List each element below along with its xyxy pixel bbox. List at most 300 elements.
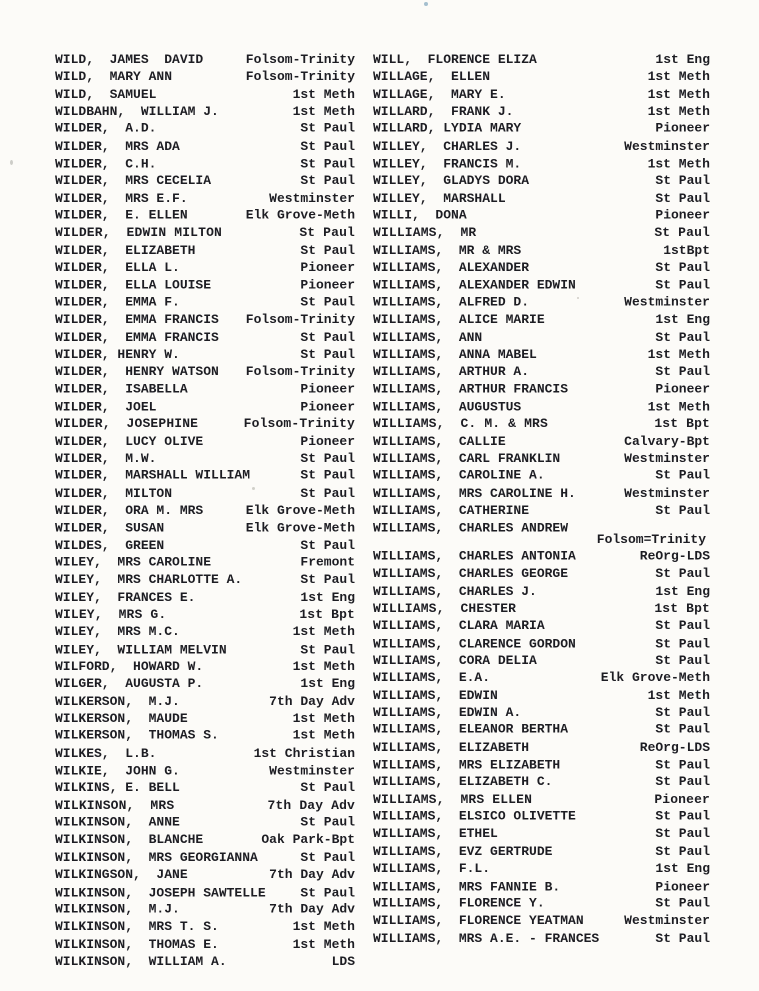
person-name: WILLIAMS, ELIZABETH [373, 739, 530, 755]
person-name: WILLIAMS, E.A. [373, 670, 491, 686]
person-name: WILLAGE, ELLEN [373, 69, 491, 85]
list-item [373, 363, 710, 380]
list-item [373, 825, 710, 842]
church-name: 1stBpt [663, 242, 710, 258]
church-name: St Paul [655, 467, 710, 483]
list-item [55, 884, 355, 901]
list-item [373, 617, 710, 634]
person-name: WILLIAMS, MRS ELIZABETH [373, 757, 561, 773]
list-item [55, 346, 355, 363]
list-item [373, 669, 710, 686]
list-item [55, 467, 355, 484]
church-name: St Paul [300, 849, 355, 865]
church-name: 1st Meth [647, 104, 710, 120]
church-name: St Paul [655, 757, 710, 773]
church-name: Oak Park-Bpt [261, 832, 355, 848]
list-item [55, 641, 355, 658]
list-item [373, 652, 710, 669]
person-name: WILLAGE, MARY E. [373, 86, 506, 102]
list-item [373, 51, 710, 68]
church-name: 1st Meth [292, 624, 355, 640]
list-item [55, 68, 355, 85]
list-item [55, 380, 355, 397]
list-item [373, 808, 710, 825]
list-item [55, 415, 355, 432]
church-name: St Paul [300, 329, 355, 345]
person-name: WILLIAMS, MRS CAROLINE H. [373, 485, 576, 501]
church-name: 1st Meth [292, 727, 355, 743]
list-item [373, 380, 710, 397]
person-name: WILDBAHN, WILLIAM J. [55, 104, 219, 120]
person-name: WILLIAMS, CARL FRANKLIN [373, 450, 561, 466]
person-name: WILLIAMS, CHESTER [373, 601, 517, 616]
church-name: St Paul [655, 721, 710, 737]
church-name: Westminster [624, 485, 710, 501]
list-item [373, 138, 710, 155]
person-name: WILKINSON, M.J. [55, 901, 180, 917]
list-item [55, 658, 355, 675]
church-name: Fremont [300, 554, 355, 570]
church-name: St Paul [655, 843, 710, 859]
person-name: WILKINSON, WILLIAM A. [55, 953, 227, 969]
list-item [55, 553, 355, 570]
church-name: St Paul [300, 642, 355, 658]
person-name: WILLEY, FRANCIS M. [373, 156, 522, 172]
church-name: Pioneer [300, 433, 355, 449]
list-item [55, 277, 355, 294]
church-name: Pioneer [655, 879, 710, 895]
person-name: WILLIAMS, MRS FANNIE B. [373, 879, 561, 895]
church-name: St Paul [300, 138, 355, 154]
church-name: Folsom-Trinity [245, 312, 355, 328]
list-item [373, 547, 710, 564]
church-name: 1st Bpt [654, 601, 710, 616]
list-item [55, 745, 355, 762]
list-item [373, 791, 710, 808]
church-name: Westminster [624, 294, 710, 310]
person-name: WILD, SAMUEL [55, 86, 157, 102]
list-item [55, 900, 355, 917]
person-name: WILKERSON, MAUDE [55, 711, 188, 727]
person-name: WILDER, MILTON [55, 485, 173, 501]
church-name: Pioneer [300, 278, 355, 294]
person-name: WILDER, JOEL [55, 399, 157, 415]
church-name: 7th Day Adv [269, 693, 355, 709]
list-item [55, 779, 355, 796]
person-name: WILDES, GREEN [55, 537, 165, 553]
person-name: WILKIE, JOHN G. [55, 763, 180, 779]
person-name: WILLARD, LYDIA MARY [373, 120, 522, 136]
person-name: WILGER, AUGUSTA P. [55, 676, 204, 692]
person-name: WILDER, MRS ADA [55, 138, 180, 154]
list-item [55, 953, 355, 970]
list-item [55, 866, 355, 883]
person-name: WILL, FLORENCE ELIZA [373, 52, 537, 67]
list-item [373, 878, 710, 895]
list-item [373, 329, 710, 346]
church-name: St Paul [300, 780, 355, 796]
list-item [55, 485, 355, 502]
list-item [373, 86, 710, 103]
list-item [373, 773, 710, 790]
list-item [373, 912, 710, 929]
list-item [373, 600, 710, 617]
name-index-column-left [55, 51, 355, 970]
list-item [55, 589, 355, 606]
person-name: WILLEY, GLADYS DORA [373, 173, 530, 189]
list-item [55, 138, 355, 155]
person-name: WILKINSON, BLANCHE [55, 832, 204, 848]
list-item [373, 206, 710, 223]
church-name: Westminster [269, 190, 355, 206]
list-item [373, 311, 710, 328]
person-name: WILLIAMS, ETHEL [373, 826, 498, 842]
church-name: St Paul [655, 826, 710, 842]
person-name: WILLIAMS, CLARA MARIA [373, 618, 545, 634]
person-name: WILLIAMS, CHARLES ANDREW [373, 520, 569, 536]
person-name: WILD, JAMES DAVID [55, 52, 204, 67]
person-name: WILLIAMS, C. M. & MRS [373, 416, 548, 432]
list-item [373, 635, 710, 652]
person-name: WILKINSON, MRS GEORGIANNA [55, 849, 258, 865]
list-item [55, 259, 355, 276]
list-item [55, 329, 355, 346]
church-name: Elk Grove-Meth [245, 502, 355, 518]
church-name: 1st Meth [647, 687, 710, 703]
church-name: St Paul [655, 260, 710, 276]
church-name: 7th Day Adv [269, 901, 355, 917]
church-name: St Paul [300, 885, 355, 901]
church-name: St Paul [655, 705, 710, 721]
scan-speck [10, 160, 13, 165]
church-name: Folsom-Trinity [245, 69, 355, 85]
list-item [373, 520, 710, 537]
church-name: 1st Meth [292, 919, 355, 935]
person-name: WILKERSON, M.J. [55, 693, 180, 709]
church-name: St Paul [300, 294, 355, 310]
list-item [373, 930, 710, 947]
church-name: 1st Christian [253, 745, 355, 761]
church-name: St Paul [300, 242, 355, 258]
list-item [55, 293, 355, 310]
list-item [373, 120, 710, 137]
scan-speck [424, 2, 428, 6]
church-name: Pioneer [655, 120, 710, 136]
church-name: Pioneer [655, 380, 710, 396]
church-name: 1st Meth [647, 346, 710, 362]
list-item [55, 311, 355, 328]
list-item [373, 293, 710, 310]
person-name: WILLIAMS, CLARENCE GORDON [373, 636, 576, 652]
person-name: WILLIAMS, ALEXANDER [373, 260, 530, 276]
list-item [373, 843, 710, 860]
church-name: St Paul [655, 566, 710, 582]
person-name: WILDER, ELLA L. [55, 260, 180, 276]
person-name: WILDER, MRS CECELIA [55, 173, 212, 189]
church-name: St Paul [300, 450, 355, 466]
list-item [55, 172, 355, 189]
church-name: Folsom-Trinity [245, 364, 355, 380]
person-name: WILKES, L.B. [55, 745, 157, 761]
list-item [373, 398, 710, 415]
list-item [55, 206, 355, 223]
list-item [55, 797, 355, 814]
person-name: WILDER, EMMA FRANCIS [55, 312, 219, 328]
person-name: WILKERSON, THOMAS S. [55, 727, 219, 743]
list-item [373, 277, 710, 294]
list-item [55, 606, 355, 623]
person-name: WILLIAMS, MR & MRS [373, 242, 522, 258]
list-item [55, 224, 355, 241]
church-name: St Paul [655, 895, 710, 911]
church-name: St Paul [299, 225, 355, 241]
church-name: St Paul [655, 329, 710, 345]
church-name: Elk Grove-Meth [600, 670, 710, 686]
list-item [55, 242, 355, 259]
list-item [55, 103, 355, 120]
church-name: St Paul [300, 173, 355, 189]
list-item [373, 860, 710, 877]
church-name: St Paul [300, 156, 355, 172]
church-name: St Paul [300, 572, 355, 588]
list-item [373, 565, 710, 582]
list-item [373, 583, 710, 600]
list-item [55, 520, 355, 537]
person-name: WILLIAMS, CHARLES GEORGE [373, 566, 569, 582]
church-name: Westminster [624, 450, 710, 466]
list-item [55, 190, 355, 207]
list-item [373, 502, 710, 519]
person-name: WILLIAMS, ARTHUR FRANCIS [373, 380, 569, 396]
church-name: St Paul [655, 636, 710, 652]
person-name: WILLIAMS, AUGUSTUS [373, 399, 522, 415]
list-item [55, 831, 355, 848]
person-name: WILLIAMS, ALFRED D. [373, 294, 530, 310]
person-name: WILKINS, E. BELL [55, 780, 180, 796]
church-name: St Paul [655, 278, 710, 294]
church-name: Elk Grove-Meth [245, 207, 355, 223]
church-name: Pioneer [655, 207, 710, 223]
church-name: 1st Meth [292, 711, 355, 727]
church-name: Pioneer [654, 791, 710, 807]
person-name: WILDER, JOSEPHINE [55, 416, 199, 432]
list-item [373, 757, 710, 774]
church-name: 1st Eng [300, 676, 355, 692]
church-name-wrapped: Folsom=Trinity [596, 531, 706, 547]
list-item [373, 894, 710, 911]
list-item [55, 450, 355, 467]
church-name: 1st Eng [655, 52, 710, 67]
person-name: WILDER, E. ELLEN [55, 207, 188, 223]
person-name: WILKINSON, JOSEPH SAWTELLE [55, 885, 266, 901]
person-name: WILLI, DONA [373, 207, 467, 223]
person-name: WILLIAMS, ALEXANDER EDWIN [373, 278, 576, 294]
list-item [373, 224, 710, 241]
person-name: WILLIAMS, ELIZABETH C. [373, 774, 553, 790]
person-name: WILDER, EMMA FRANCIS [55, 329, 219, 345]
person-name: WILLIAMS, EDWIN A. [373, 705, 522, 721]
list-item [55, 51, 355, 68]
person-name: WILDER, EDWIN MILTON [55, 225, 222, 241]
list-item [373, 687, 710, 704]
list-item [373, 721, 710, 738]
person-name: WILEY, MRS CAROLINE [55, 554, 212, 570]
church-name: Calvary-Bpt [624, 433, 710, 449]
church-name: Folsom-Trinity [245, 52, 355, 67]
church-name: St Paul [655, 653, 710, 669]
name-index-column-right [373, 51, 710, 947]
church-name: St Paul [655, 364, 710, 380]
church-name: 1st Meth [647, 399, 710, 415]
list-item [55, 710, 355, 727]
person-name: WILDER, ORA M. MRS [55, 502, 204, 518]
list-item [55, 623, 355, 640]
person-name: WILFORD, HOWARD W. [55, 659, 204, 675]
person-name: WILLIAMS, CHARLES ANTONIA [373, 548, 576, 564]
person-name: WILLIAMS, MRS A.E. - FRANCES [373, 930, 600, 946]
church-name: 1st Bpt [299, 607, 355, 622]
church-name: 7th Day Adv [267, 797, 355, 813]
person-name: WILLIAMS, ELSICO OLIVETTE [373, 808, 576, 824]
person-name: WILLARD, FRANK J. [373, 104, 514, 120]
person-name: WILKINSON, ANNE [55, 814, 180, 830]
person-name: WILDER, HENRY W. [55, 346, 180, 362]
list-item [55, 763, 355, 780]
person-name: WILKINSON, MRS [55, 797, 175, 813]
person-name: WILDER, ELIZABETH [55, 242, 196, 258]
church-name: St Paul [300, 485, 355, 501]
list-item [373, 190, 710, 207]
person-name: WILLIAMS, CHARLES J. [373, 583, 537, 599]
church-name: St Paul [300, 814, 355, 830]
church-name: Elk Grove-Meth [245, 520, 355, 536]
list-item [373, 156, 710, 173]
list-item [55, 537, 355, 554]
list-item [373, 433, 710, 450]
church-name: 1st Meth [292, 104, 355, 120]
list-item [55, 918, 355, 935]
church-name: Westminster [624, 138, 710, 154]
list-item [55, 120, 355, 137]
church-name: 1st Bpt [654, 416, 710, 432]
list-item [55, 814, 355, 831]
list-item [373, 68, 710, 85]
list-item [55, 727, 355, 744]
list-item [373, 242, 710, 259]
church-name: St Paul [655, 930, 710, 946]
person-name: WILDER, EMMA F. [55, 294, 180, 310]
list-item [55, 363, 355, 380]
person-name: WILLIAMS, ELEANOR BERTHA [373, 721, 569, 737]
person-name: WILLIAMS, EVZ GERTRUDE [373, 843, 553, 859]
church-name: St Paul [300, 537, 355, 553]
church-name: 1st Meth [292, 86, 355, 102]
church-name: 1st Meth [647, 86, 710, 102]
list-item [373, 739, 710, 756]
list-item [373, 485, 710, 502]
list-item [373, 103, 710, 120]
person-name: WILLIAMS, F.L. [373, 861, 491, 877]
person-name: WILLIAMS, MR [373, 225, 477, 241]
list-item [55, 571, 355, 588]
church-name: 1st Meth [292, 659, 355, 675]
church-name: ReOrg-LDS [639, 739, 710, 755]
person-name: WILDER, MRS E.F. [55, 190, 188, 206]
church-name: St Paul [655, 502, 710, 518]
person-name: WILLIAMS, ANN [373, 329, 483, 345]
list-item [373, 450, 710, 467]
church-name: St Paul [655, 173, 710, 189]
person-name: WILEY, MRS M.C. [55, 624, 180, 640]
person-name: WILLIAMS, CORA DELIA [373, 653, 537, 669]
list-item [373, 467, 710, 484]
person-name: WILDER, C.H. [55, 156, 157, 172]
church-name: 1st Meth [292, 936, 355, 952]
person-name: WILLIAMS, FLORENCE YEATMAN [373, 913, 584, 929]
list-item [55, 433, 355, 450]
church-name: 1st Eng [655, 312, 710, 328]
person-name: WILDER, LUCY OLIVE [55, 433, 204, 449]
person-name: WILLIAMS, ALICE MARIE [373, 312, 545, 328]
list-item [373, 704, 710, 721]
church-name: Pioneer [300, 380, 355, 396]
person-name: WILLIAMS, ANNA MABEL [373, 346, 537, 362]
person-name: WILDER, A.D. [55, 120, 157, 136]
person-name: WILDER, SUSAN [55, 520, 165, 536]
person-name: WILEY, FRANCES E. [55, 589, 196, 605]
church-name: 1st Eng [300, 589, 355, 605]
list-item [373, 259, 710, 276]
list-item [55, 693, 355, 710]
person-name: WILLIAMS, CAROLINE A. [373, 467, 545, 483]
person-name: WILKINGSON, JANE [55, 867, 188, 883]
list-item [373, 172, 710, 189]
church-name: ReOrg-LDS [639, 548, 710, 564]
list-item [55, 936, 355, 953]
church-name: 7th Day Adv [269, 867, 355, 883]
church-name: Westminster [624, 913, 710, 929]
church-name: St Paul [655, 808, 710, 824]
church-name: St Paul [655, 618, 710, 634]
person-name: WILEY, WILLIAM MELVIN [55, 642, 227, 658]
person-name: WILKINSON, THOMAS E. [55, 936, 219, 952]
list-item [373, 415, 710, 432]
church-name: Pioneer [300, 260, 355, 276]
list-item [55, 398, 355, 415]
church-name: Westminster [269, 763, 355, 779]
church-name: 1st Eng [655, 861, 710, 877]
person-name: WILLIAMS, FLORENCE Y. [373, 895, 545, 911]
church-name: LDS [331, 953, 355, 969]
church-name: Pioneer [300, 399, 355, 415]
church-name: 1st Meth [647, 156, 710, 172]
church-name: St Paul [655, 774, 710, 790]
list-item [55, 156, 355, 173]
person-name: WILDER, M.W. [55, 450, 157, 466]
person-name: WILLIAMS, CATHERINE [373, 502, 530, 518]
church-name: 1st Meth [647, 69, 710, 85]
person-name: WILEY, MRS CHARLOTTE A. [55, 572, 243, 588]
person-name: WILLEY, CHARLES J. [373, 138, 522, 154]
person-name: WILDER, ISABELLA [55, 380, 188, 396]
person-name: WILLIAMS, ARTHUR A. [373, 364, 530, 380]
person-name: WILLIAMS, MRS ELLEN [373, 791, 533, 807]
church-name: St Paul [300, 346, 355, 362]
person-name: WILEY, MRS G. [55, 607, 167, 622]
person-name: WILD, MARY ANN [55, 69, 173, 85]
list-item [55, 849, 355, 866]
church-name: St Paul [654, 225, 710, 241]
